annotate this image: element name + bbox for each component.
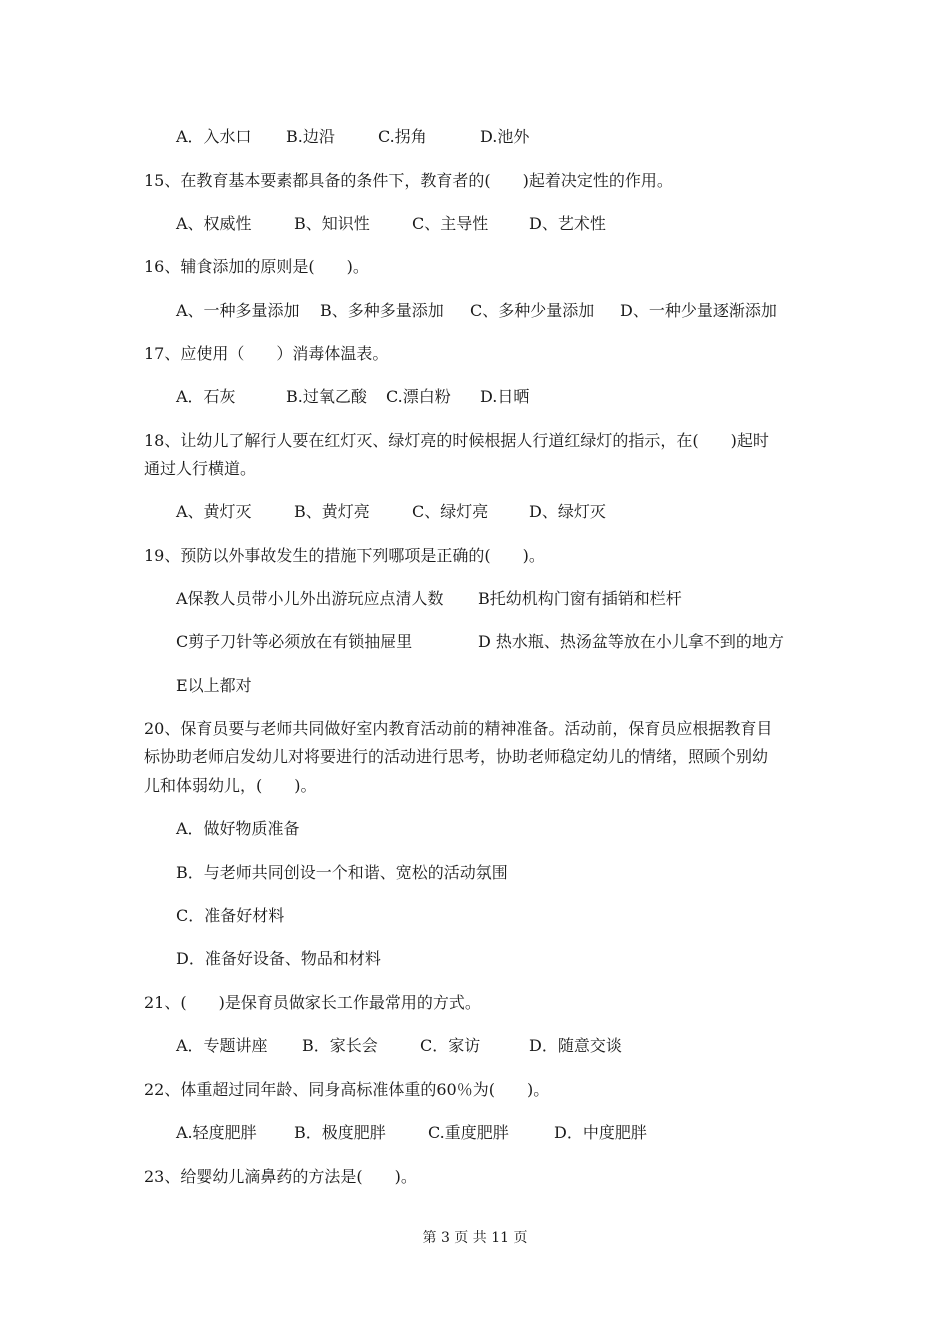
q16-option-d: D、一种少量逐渐添加 [620, 301, 777, 320]
q14-option-c: C.拐角 [378, 127, 427, 146]
q20-option-a: A．做好物质准备 [176, 819, 300, 838]
q22-option-a: A.轻度肥胖 [176, 1123, 257, 1142]
q14-option-a: A．入水口 [176, 127, 252, 146]
q15-option-d: D、艺术性 [529, 214, 606, 233]
q21-option-d: D．随意交谈 [529, 1036, 622, 1055]
q14-option-b: B.边沿 [286, 127, 335, 146]
q19-option-b: B托幼机构门窗有插销和栏杆 [478, 589, 682, 608]
q22-option-d: D．中度肥胖 [554, 1123, 647, 1142]
q22-option-c: C.重度肥胖 [428, 1123, 509, 1142]
q17-stem: 17、应使用（ ）消毒体温表。 [144, 344, 389, 363]
q15-option-b: B、知识性 [294, 214, 370, 233]
q22-option-b: B．极度肥胖 [294, 1123, 386, 1142]
q21-option-a: A．专题讲座 [176, 1036, 268, 1055]
q21-option-c: C．家访 [420, 1036, 481, 1055]
q19-option-a: A保教人员带小儿外出游玩应点清人数 [176, 589, 444, 608]
q20-option-b: B．与老师共同创设一个和谐、宽松的活动氛围 [176, 863, 508, 882]
q19-option-c: C剪子刀针等必须放在有锁抽屉里 [176, 632, 413, 651]
q23-stem: 23、给婴幼儿滴鼻药的方法是( )。 [144, 1167, 417, 1186]
q16-option-c: C、多种少量添加 [470, 301, 595, 320]
q16-option-b: B、多种多量添加 [320, 301, 444, 320]
q20-stem-line-1: 20、保育员要与老师共同做好室内教育活动前的精神准备。活动前，保育员应根据教育目 [144, 719, 773, 738]
q22-stem: 22、体重超过同年龄、同身高标准体重的60％为( )。 [144, 1080, 550, 1099]
q15-option-c: C、主导性 [412, 214, 489, 233]
q21-stem: 21、( )是保育员做家长工作最常用的方式。 [144, 993, 481, 1012]
q19-option-e: E以上都对 [176, 676, 252, 695]
q19-stem: 19、预防以外事故发生的措施下列哪项是正确的( )。 [144, 546, 545, 565]
page-number-footer: 第 3 页 共 11 页 [422, 1230, 528, 1246]
q19-option-d: D 热水瓶、热汤盆等放在小儿拿不到的地方 [478, 632, 784, 651]
q18-option-c: C、绿灯亮 [412, 502, 489, 521]
q16-stem: 16、辅食添加的原则是( )。 [144, 257, 369, 276]
q18-stem-line-2: 通过人行横道。 [144, 459, 257, 478]
q18-option-d: D、绿灯灭 [529, 502, 606, 521]
q20-stem-line-3: 儿和体弱幼儿，( )。 [144, 776, 317, 795]
q21-option-b: B．家长会 [302, 1036, 378, 1055]
q20-stem-line-2: 标协助老师启发幼儿对将要进行的活动进行思考，协助老师稳定幼儿的情绪，照顾个别幼 [144, 747, 769, 766]
q15-stem: 15、在教育基本要素都具备的条件下，教育者的( )起着决定性的作用。 [144, 171, 673, 190]
q16-option-a: A、一种多量添加 [176, 301, 300, 320]
q18-option-b: B、黄灯亮 [294, 502, 370, 521]
q20-option-d: D．准备好设备、物品和材料 [176, 949, 381, 968]
q17-option-b: B.过氧乙酸 [286, 387, 367, 406]
q17-option-c: C.漂白粉 [386, 387, 451, 406]
q18-option-a: A、黄灯灭 [176, 502, 252, 521]
q17-option-d: D.日晒 [480, 387, 530, 406]
q18-stem-line-1: 18、让幼儿了解行人要在红灯灭、绿灯亮的时候根据人行道红绿灯的指示，在( )起时 [144, 431, 769, 450]
q14-option-d: D.池外 [480, 127, 530, 146]
q17-option-a: A．石灰 [176, 387, 236, 406]
q15-option-a: A、权威性 [176, 214, 252, 233]
q20-option-c: C．准备好材料 [176, 906, 285, 925]
